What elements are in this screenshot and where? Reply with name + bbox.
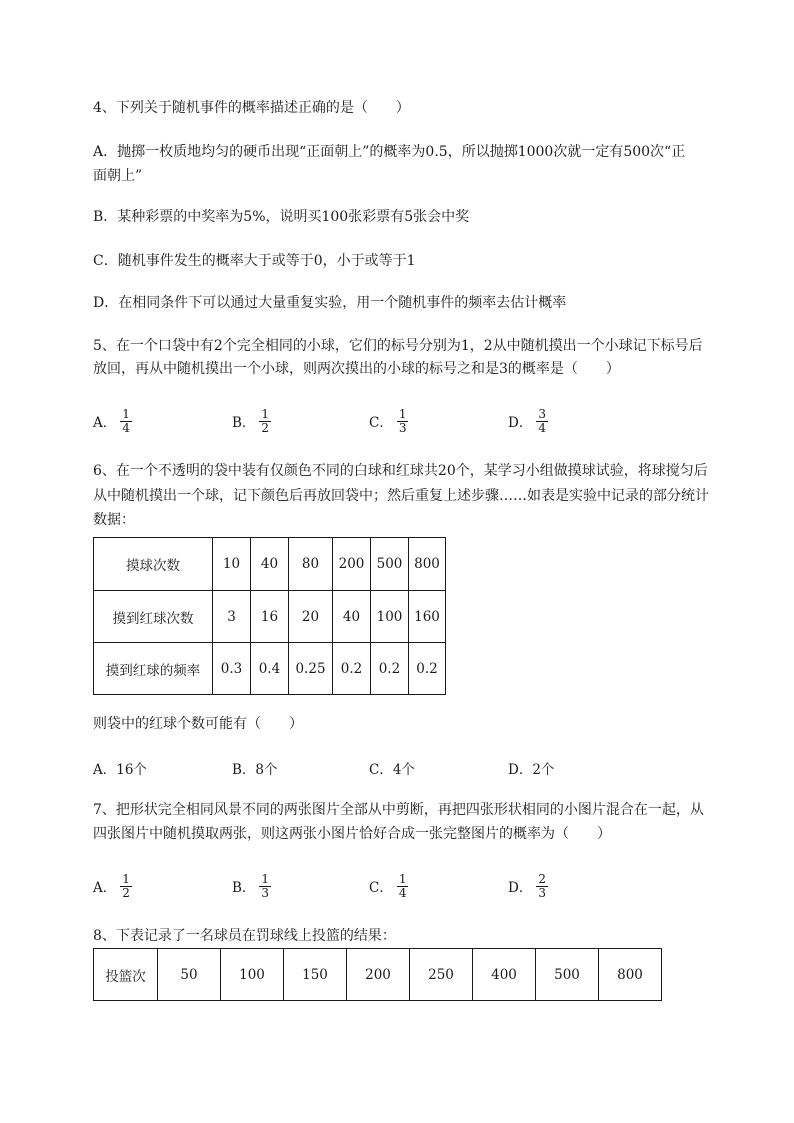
q6-stem-line2: 从中随机摸出一个球，记下颜色后再放回袋中；然后重复上述步骤……如表是实验中记录的部分统计 bbox=[93, 488, 709, 504]
q7-stem-line2: 四张图片中随机摸取两张，则这两张小图片恰好合成一张完整图片的概率为（ ） bbox=[93, 826, 611, 842]
table-row bbox=[94, 591, 446, 643]
fraction-denominator: 4 bbox=[398, 885, 407, 900]
option-label: D． bbox=[508, 415, 533, 431]
q8-data-table bbox=[93, 948, 662, 1001]
q5-option-d bbox=[508, 401, 548, 441]
q6-option-a: A．16个 bbox=[93, 762, 147, 778]
q7-option-b bbox=[232, 866, 271, 906]
fraction bbox=[397, 408, 409, 435]
q7-option-c bbox=[369, 866, 408, 906]
fraction-denominator: 4 bbox=[122, 420, 130, 435]
fraction-denominator: 2 bbox=[122, 885, 130, 900]
table-cell: 20 bbox=[289, 591, 333, 643]
fraction-numerator: 2 bbox=[538, 871, 546, 886]
q7-stem-line1: 7、把形状完全相同风景不同的两张图片全部从中剪断，再把四张形状相同的小图片混合在一起，从 bbox=[93, 802, 704, 818]
fraction bbox=[259, 873, 271, 900]
table-cell: 150 bbox=[284, 949, 347, 1001]
q8-stem: 8、下表记录了一名球员在罚球线上投篮的结果： bbox=[93, 928, 396, 944]
q5-option-c bbox=[369, 401, 408, 441]
table-cell: 3 bbox=[213, 591, 251, 643]
table-cell: 0.4 bbox=[251, 643, 289, 695]
q7-option-a bbox=[93, 866, 132, 906]
table-cell: 0.2 bbox=[409, 643, 446, 695]
q4-option-a-line2: 面朝上” bbox=[93, 168, 143, 184]
table-row bbox=[94, 538, 446, 591]
fraction-denominator: 3 bbox=[398, 420, 407, 435]
fraction bbox=[120, 873, 132, 900]
table-cell: 10 bbox=[213, 538, 251, 591]
fraction-numerator: 1 bbox=[122, 871, 130, 886]
fraction-denominator: 2 bbox=[261, 420, 270, 435]
option-label: A． bbox=[93, 880, 117, 896]
table-cell: 250 bbox=[410, 949, 473, 1001]
table-cell: 50 bbox=[158, 949, 221, 1001]
q6-stem-line1: 6、在一个不透明的袋中装有仅颜色不同的白球和红球共20个，某学习小组做摸球试验，将球搅匀后 bbox=[93, 463, 708, 479]
table-cell: 0.2 bbox=[333, 643, 371, 695]
q6-options bbox=[93, 748, 653, 788]
table-row bbox=[94, 643, 446, 695]
table-cell: 16 bbox=[251, 591, 289, 643]
q7-option-d bbox=[508, 866, 548, 906]
q5-stem-line1: 5、在一个口袋中有2个完全相同的小球，它们的标号分别为1，2从中随机摸出一个小球记下标号后 bbox=[93, 338, 703, 354]
q7-options bbox=[93, 866, 653, 906]
table-cell: 800 bbox=[599, 949, 662, 1001]
option-label: B． bbox=[232, 415, 256, 431]
table-cell: 200 bbox=[347, 949, 410, 1001]
option-label: D． bbox=[508, 880, 533, 896]
q4-stem: 4、下列关于随机事件的概率描述正确的是（ ） bbox=[93, 100, 410, 116]
table-cell: 160 bbox=[409, 591, 446, 643]
option-label: B． bbox=[232, 880, 256, 896]
table-cell: 100 bbox=[221, 949, 284, 1001]
fraction-denominator: 3 bbox=[261, 885, 270, 900]
option-label: C． bbox=[369, 880, 393, 896]
fraction-numerator: 1 bbox=[122, 406, 130, 421]
table-cell: 800 bbox=[409, 538, 446, 591]
fraction bbox=[259, 408, 271, 435]
q5-option-a bbox=[93, 401, 132, 441]
q6-question: 则袋中的红球个数可能有（ ） bbox=[93, 716, 303, 732]
table-cell: 80 bbox=[289, 538, 333, 591]
q6-data-table bbox=[93, 537, 446, 695]
fraction bbox=[536, 873, 548, 900]
fraction bbox=[397, 873, 409, 900]
fraction bbox=[120, 408, 132, 435]
table-cell: 500 bbox=[536, 949, 599, 1001]
fraction-numerator: 1 bbox=[261, 871, 270, 886]
fraction bbox=[536, 408, 548, 435]
option-label: A． bbox=[93, 415, 117, 431]
fraction-numerator: 3 bbox=[538, 406, 546, 421]
q4-option-c: C．随机事件发生的概率大于或等于0，小于或等于1 bbox=[93, 253, 416, 269]
fraction-numerator: 1 bbox=[398, 406, 407, 421]
fraction-denominator: 3 bbox=[538, 885, 546, 900]
q5-options bbox=[93, 401, 653, 441]
option-label: C． bbox=[369, 415, 393, 431]
table-cell: 500 bbox=[371, 538, 409, 591]
q6-option-c: C．4个 bbox=[369, 762, 415, 778]
row-header: 摸到红球次数 bbox=[94, 591, 213, 643]
q4-option-d: D．在相同条件下可以通过大量重复实验，用一个随机事件的频率去估计概率 bbox=[93, 295, 567, 311]
q4-option-b: B．某种彩票的中奖率为5%，说明买100张彩票有5张会中奖 bbox=[93, 209, 470, 225]
q5-stem-line2: 放回，再从中随机摸出一个小球，则两次摸出的小球的标号之和是3的概率是（ ） bbox=[93, 361, 620, 377]
q5-option-b bbox=[232, 401, 271, 441]
fraction-denominator: 4 bbox=[538, 420, 546, 435]
q6-option-b: B．8个 bbox=[232, 762, 278, 778]
row-header: 投篮次 bbox=[94, 949, 158, 1001]
table-cell: 40 bbox=[333, 591, 371, 643]
table-cell: 40 bbox=[251, 538, 289, 591]
row-header: 摸球次数 bbox=[94, 538, 213, 591]
q6-option-d: D．2个 bbox=[508, 762, 555, 778]
table-row bbox=[94, 949, 662, 1001]
q6-stem-line3: 数据： bbox=[93, 512, 135, 528]
table-cell: 0.25 bbox=[289, 643, 333, 695]
q4-option-a-line1: A．抛掷一枚质地均匀的硬币出现“正面朝上”的概率为0.5，所以抛掷1000次就一定有500次“正 bbox=[93, 144, 686, 160]
table-cell: 0.3 bbox=[213, 643, 251, 695]
table-cell: 100 bbox=[371, 591, 409, 643]
fraction-numerator: 1 bbox=[398, 871, 407, 886]
table-cell: 200 bbox=[333, 538, 371, 591]
fraction-numerator: 1 bbox=[261, 406, 270, 421]
table-cell: 400 bbox=[473, 949, 536, 1001]
table-cell: 0.2 bbox=[371, 643, 409, 695]
row-header: 摸到红球的频率 bbox=[94, 643, 213, 695]
